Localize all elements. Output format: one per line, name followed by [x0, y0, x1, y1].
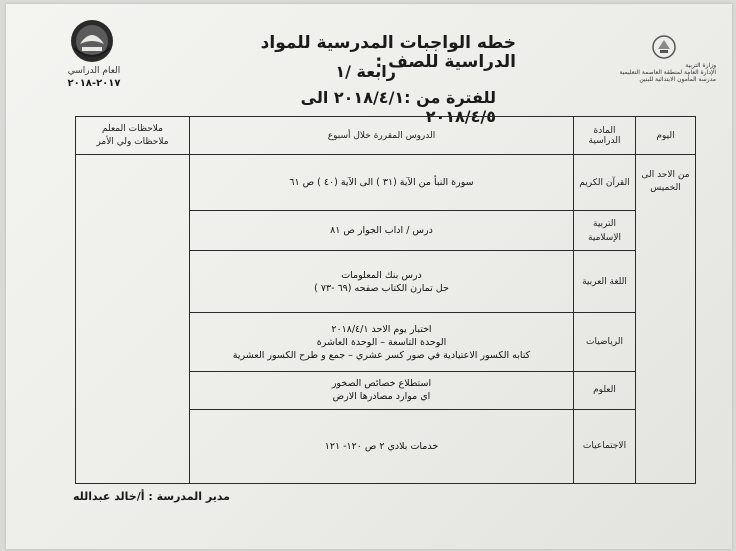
ministry-line: وزارة التربية	[685, 62, 716, 69]
ministry-info	[596, 62, 716, 83]
lesson-line: حل تمارن الكتاب صفحه (٦٩ -٧٣ )	[314, 282, 449, 294]
subject-cell: القرآن الكريم	[574, 155, 636, 211]
header-subject: المادة الدراسية	[574, 117, 636, 155]
subject-cell: الرياضيات	[574, 313, 636, 371]
table-row	[76, 155, 696, 211]
table-header-row	[76, 117, 696, 155]
lesson-cell	[190, 251, 574, 313]
day-range-text: من الاحد الى الخميس	[641, 170, 690, 193]
lesson-line: اختبار يوم الاحد ٢٠١٨/٤/١	[331, 323, 432, 335]
header-lessons: الدروس المقررة خلال أسبوع	[190, 117, 574, 155]
header-notes	[76, 117, 190, 155]
lesson-line: الوحدة التاسعة – الوحدة العاشرة	[316, 336, 447, 348]
lesson-line: كتابه الكسور الاعتيادية في صور كسر عشري – جمع و طرح الكسور العشرية	[232, 349, 531, 361]
lesson-cell	[190, 313, 574, 371]
school-emblem-icon	[68, 18, 116, 64]
school-year-label: العام الدراسي	[67, 66, 121, 76]
lesson-cell	[190, 155, 574, 211]
lesson-cell	[190, 371, 574, 409]
lesson-cell	[190, 211, 574, 251]
period-label: للفترة من :٢٠١٨/٤/١ الى ٢٠١٨/٤/٥	[300, 88, 496, 126]
principal-signature: مدير المدرسة : أ/خالد عبدالله	[72, 490, 230, 503]
header-teacher-notes: ملاحظات المعلم	[102, 123, 163, 134]
day-range-cell	[636, 155, 696, 484]
subject-cell: العلوم	[574, 371, 636, 409]
document-page	[6, 4, 732, 549]
lesson-line: سورة النبأ من الآية (٣١ ) الى الآية (٤٠ ) ص ٦١	[289, 177, 474, 189]
lesson-line: اي موارد مصادرها الارض	[332, 391, 431, 403]
ministry-logo-icon	[651, 34, 677, 60]
grade-label: رابعة /١	[335, 62, 396, 81]
subject-cell: التربية الإسلامية	[574, 211, 636, 251]
lesson-line: استطلاع خصائص الصخور	[331, 378, 432, 390]
notes-cell	[76, 155, 190, 484]
lesson-line: خدمات بلادي ٢ ص ١٢٠- ١٢١	[324, 440, 439, 452]
ministry-line: الإدارة العامة لمنطقة العاصمة التعليمية	[619, 69, 716, 76]
lesson-line: درس بنك المعلومات	[341, 269, 422, 281]
header-parent-notes: ملاحظات ولي الأمر	[96, 136, 169, 147]
ministry-line: مدرسة المأمون الابتدائية للبنين	[639, 76, 716, 83]
lesson-line: درس / اداب الجوار ص ٨١	[330, 225, 433, 237]
header-day: اليوم	[636, 117, 696, 155]
page-title: خطه الواجبات المدرسية للمواد الدراسية للصف :	[260, 33, 516, 72]
lesson-cell	[190, 409, 574, 483]
school-year-value: ٢٠١٧-٢٠١٨	[67, 78, 121, 89]
homework-table	[75, 116, 696, 484]
subject-cell: الاجتماعيات	[574, 409, 636, 483]
subject-cell: اللغة العربية	[574, 251, 636, 313]
